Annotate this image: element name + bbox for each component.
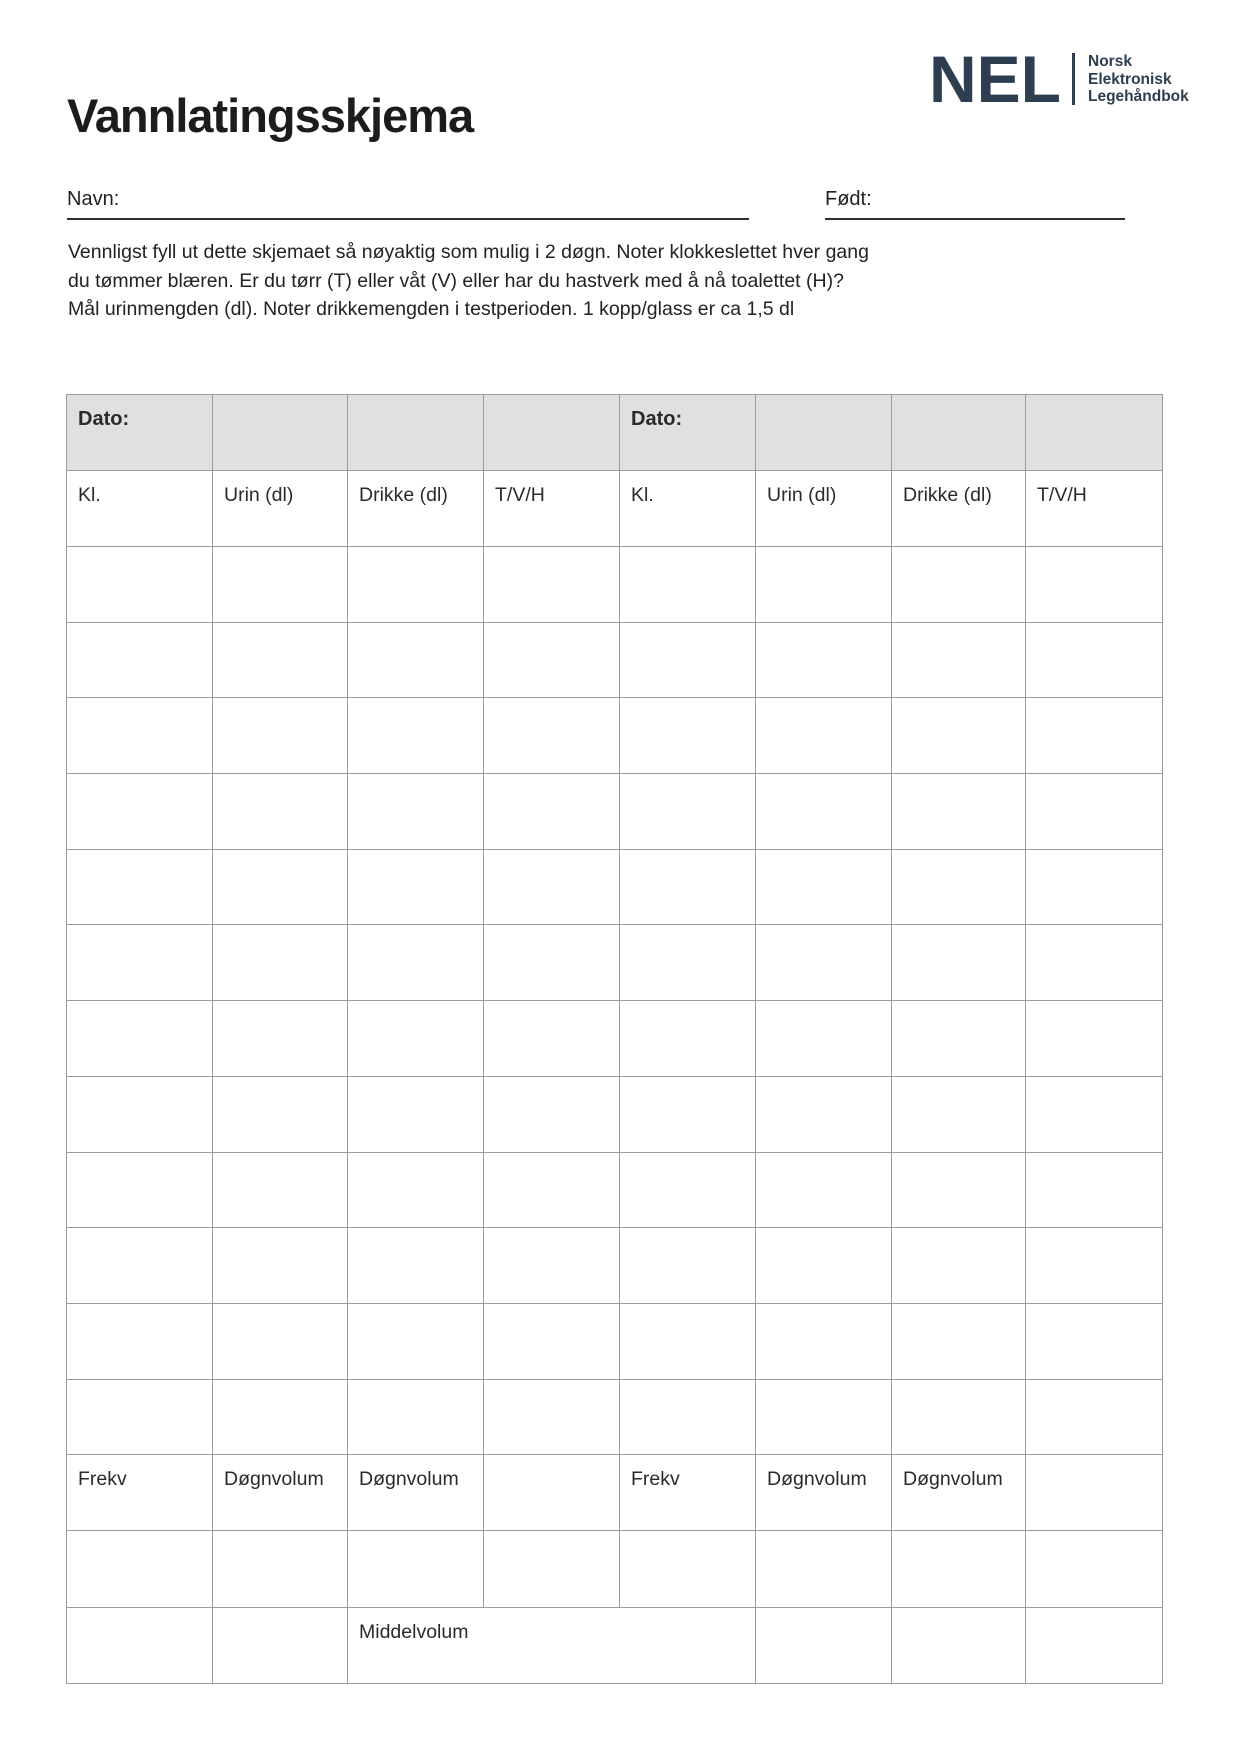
empty-cell (348, 622, 484, 698)
frequency-label-day2: Frekv (620, 1455, 756, 1531)
empty-cell (348, 1001, 484, 1077)
empty-data-row (67, 925, 1163, 1001)
instructions-line-1: Vennligst fyll ut dette skjemaet så nøyaktig som mulig i 2 døgn. Noter klokkeslettet hver gang (68, 241, 869, 263)
empty-cell (348, 1228, 484, 1304)
nel-logo-line-3: Legehåndbok (1088, 88, 1189, 105)
empty-cell (484, 925, 620, 1001)
instructions-line-3: Mål urinmengden (dl). Noter drikkemengden i testperioden. 1 kopp/glass er ca 1,5 dl (68, 298, 795, 320)
empty-cell (892, 698, 1026, 774)
nel-logo-subtitle (1088, 53, 1189, 106)
empty-cell (1026, 849, 1163, 925)
empty-cell (892, 1608, 1026, 1684)
empty-cell (348, 547, 484, 623)
empty-cell (484, 395, 620, 471)
empty-cell (348, 849, 484, 925)
column-header-row (67, 471, 1163, 547)
empty-cell (756, 395, 892, 471)
empty-data-row (67, 1001, 1163, 1077)
nel-logo-acronym: NEL (929, 42, 1061, 117)
empty-cell (756, 1076, 892, 1152)
empty-cell (213, 925, 348, 1001)
empty-cell (1026, 1228, 1163, 1304)
col-header-time-day2: Kl. (620, 471, 756, 547)
empty-cell (1026, 774, 1163, 850)
col-header-urine-day2: Urin (dl) (756, 471, 892, 547)
empty-cell (348, 925, 484, 1001)
day-volume-label-day1a: Døgnvolum (213, 1455, 348, 1531)
empty-cell (892, 1303, 1026, 1379)
empty-cell (213, 1001, 348, 1077)
col-header-tvh-day2: T/V/H (1026, 471, 1163, 547)
nel-logo-divider (1072, 53, 1075, 105)
empty-cell (892, 1228, 1026, 1304)
name-field-line (67, 186, 749, 220)
empty-cell (892, 1379, 1026, 1455)
empty-cell (213, 395, 348, 471)
born-field-label: Født: (825, 188, 872, 210)
empty-cell (213, 547, 348, 623)
empty-cell (213, 849, 348, 925)
empty-cell (1026, 395, 1163, 471)
mean-volume-label: Middelvolum (348, 1608, 756, 1684)
empty-cell (756, 1152, 892, 1228)
empty-cell (1026, 1531, 1163, 1608)
col-header-time-day1: Kl. (67, 471, 213, 547)
empty-cell (348, 1379, 484, 1455)
empty-cell (213, 1608, 348, 1684)
empty-cell (620, 547, 756, 623)
mean-volume-row (67, 1608, 1163, 1684)
empty-data-row (67, 1379, 1163, 1455)
empty-cell (67, 547, 213, 623)
empty-cell (1026, 1076, 1163, 1152)
empty-cell (620, 698, 756, 774)
nel-logo-line-2: Elektronisk (1088, 70, 1172, 88)
empty-cell (892, 774, 1026, 850)
summary-row (67, 1455, 1163, 1531)
empty-cell (67, 622, 213, 698)
empty-data-row (67, 774, 1163, 850)
empty-data-row (67, 622, 1163, 698)
col-header-tvh-day1: T/V/H (484, 471, 620, 547)
empty-data-row (67, 698, 1163, 774)
empty-cell (348, 395, 484, 471)
empty-cell (620, 1152, 756, 1228)
empty-cell (213, 622, 348, 698)
empty-data-row (67, 547, 1163, 623)
empty-cell (756, 622, 892, 698)
empty-cell (67, 1303, 213, 1379)
page-title: Vannlatingsskjema (67, 89, 474, 142)
col-header-urine-day1: Urin (dl) (213, 471, 348, 547)
empty-cell (756, 774, 892, 850)
empty-cell (756, 849, 892, 925)
empty-cell (67, 774, 213, 850)
empty-cell (756, 1531, 892, 1608)
empty-cell (348, 1152, 484, 1228)
empty-cell (756, 698, 892, 774)
col-header-drink-day2: Drikke (dl) (892, 471, 1026, 547)
empty-cell (892, 1152, 1026, 1228)
empty-cell (1026, 1455, 1163, 1531)
name-field-label: Navn: (67, 188, 120, 210)
empty-cell (756, 925, 892, 1001)
empty-cell (67, 1001, 213, 1077)
empty-cell (1026, 1608, 1163, 1684)
empty-cell (484, 1303, 620, 1379)
empty-cell (213, 1303, 348, 1379)
nel-logo-line-1: Norsk (1088, 53, 1132, 70)
empty-cell (620, 1531, 756, 1608)
empty-cell (213, 1228, 348, 1304)
col-header-drink-day1: Drikke (dl) (348, 471, 484, 547)
empty-cell (756, 1608, 892, 1684)
empty-cell (484, 1228, 620, 1304)
empty-cell (620, 774, 756, 850)
empty-cell (892, 1531, 1026, 1608)
empty-cell (484, 698, 620, 774)
summary-empty-row (67, 1531, 1163, 1608)
empty-cell (348, 698, 484, 774)
empty-cell (620, 1379, 756, 1455)
empty-cell (620, 849, 756, 925)
empty-cell (213, 1379, 348, 1455)
empty-cell (620, 925, 756, 1001)
empty-cell (484, 547, 620, 623)
empty-cell (892, 622, 1026, 698)
date-row (67, 395, 1163, 471)
empty-cell (620, 622, 756, 698)
empty-cell (213, 1152, 348, 1228)
empty-cell (213, 774, 348, 850)
empty-cell (67, 1379, 213, 1455)
empty-cell (1026, 1152, 1163, 1228)
empty-cell (484, 774, 620, 850)
empty-cell (213, 1076, 348, 1152)
empty-cell (1026, 1001, 1163, 1077)
instructions-paragraph (68, 238, 869, 324)
empty-cell (484, 1531, 620, 1608)
empty-cell (756, 1379, 892, 1455)
empty-cell (484, 622, 620, 698)
empty-cell (892, 547, 1026, 623)
empty-cell (756, 1001, 892, 1077)
empty-cell (484, 1455, 620, 1531)
empty-cell (892, 849, 1026, 925)
empty-data-row (67, 1076, 1163, 1152)
empty-cell (348, 1531, 484, 1608)
empty-cell (67, 1076, 213, 1152)
empty-cell (67, 849, 213, 925)
empty-cell (67, 1608, 213, 1684)
voiding-diary-table (66, 394, 1163, 1684)
empty-cell (484, 1001, 620, 1077)
empty-cell (892, 925, 1026, 1001)
empty-cell (348, 1076, 484, 1152)
empty-cell (484, 1076, 620, 1152)
empty-cell (67, 925, 213, 1001)
empty-cell (1026, 1303, 1163, 1379)
empty-cell (620, 1001, 756, 1077)
day-volume-label-day1b: Døgnvolum (348, 1455, 484, 1531)
empty-cell (620, 1303, 756, 1379)
date-label-day2: Dato: (620, 395, 756, 471)
frequency-label-day1: Frekv (67, 1455, 213, 1531)
empty-cell (1026, 1379, 1163, 1455)
empty-cell (892, 1076, 1026, 1152)
empty-cell (484, 849, 620, 925)
empty-cell (348, 1303, 484, 1379)
empty-cell (484, 1152, 620, 1228)
empty-cell (892, 1001, 1026, 1077)
empty-cell (484, 1379, 620, 1455)
day-volume-label-day2b: Døgnvolum (892, 1455, 1026, 1531)
empty-cell (67, 1228, 213, 1304)
empty-cell (213, 1531, 348, 1608)
empty-cell (67, 1531, 213, 1608)
empty-cell (756, 1303, 892, 1379)
empty-cell (620, 1228, 756, 1304)
empty-cell (892, 395, 1026, 471)
empty-cell (67, 1152, 213, 1228)
empty-data-row (67, 1303, 1163, 1379)
empty-cell (756, 547, 892, 623)
empty-cell (1026, 622, 1163, 698)
empty-cell (756, 1228, 892, 1304)
empty-cell (213, 698, 348, 774)
empty-cell (620, 1076, 756, 1152)
instructions-line-2: du tømmer blæren. Er du tørr (T) eller våt (V) eller har du hastverk med å nå toalettet (H)? (68, 269, 844, 292)
empty-cell (1026, 698, 1163, 774)
born-field-line (825, 186, 1125, 220)
empty-cell (1026, 925, 1163, 1001)
empty-data-row (67, 1228, 1163, 1304)
empty-cell (67, 698, 213, 774)
nel-logo (929, 42, 1189, 117)
empty-cell (348, 774, 484, 850)
empty-cell (1026, 547, 1163, 623)
empty-data-row (67, 1152, 1163, 1228)
empty-data-row (67, 849, 1163, 925)
day-volume-label-day2a: Døgnvolum (756, 1455, 892, 1531)
date-label-day1: Dato: (67, 395, 213, 471)
